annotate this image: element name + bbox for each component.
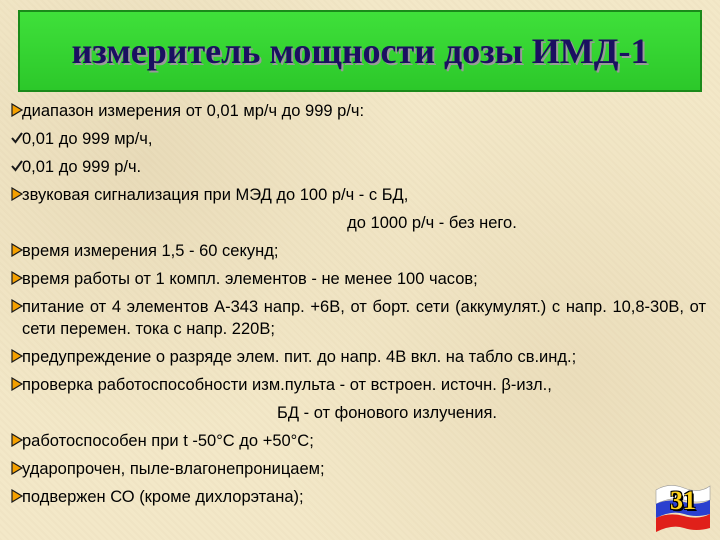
arrow-bullet-icon xyxy=(11,299,23,313)
page-title: измеритель мощности дозы ИМД-1 xyxy=(71,31,649,71)
list-item xyxy=(8,100,706,122)
title-banner xyxy=(18,10,702,92)
arrow-bullet-icon xyxy=(11,349,23,363)
list-item xyxy=(8,374,706,396)
list-item xyxy=(8,128,706,150)
list-item-text: диапазон измерения от 0,01 мр/ч до 999 р/ч: xyxy=(22,102,365,120)
page-number-badge xyxy=(654,480,712,532)
arrow-bullet-icon xyxy=(11,461,23,475)
arrow-bullet-icon xyxy=(11,271,23,285)
list-item xyxy=(8,346,706,368)
arrow-bullet-icon xyxy=(11,377,23,391)
arrow-bullet-icon xyxy=(11,103,23,117)
list-item-text: работоспособен при t -50°С до +50°С; xyxy=(22,432,314,450)
check-bullet-icon xyxy=(11,131,23,145)
arrow-bullet-icon xyxy=(11,243,23,257)
list-item xyxy=(8,486,706,508)
list-item-text: предупреждение о разряде элем. пит. до напр. 4В вкл. на табло св.инд.; xyxy=(22,348,577,366)
list-item-text: 0,01 до 999 р/ч. xyxy=(22,158,142,176)
list-item-text: 0,01 до 999 мр/ч, xyxy=(22,130,153,148)
list-item-text: ударопрочен, пыле-влагонепроницаем; xyxy=(22,460,325,478)
list-item-text: подвержен СО (кроме дихлорэтана); xyxy=(22,488,304,506)
list-item-text: время работы от 1 компл. элементов - не менее 100 часов; xyxy=(22,270,478,288)
list-item xyxy=(8,296,706,340)
list-item-text: звуковая сигнализация при МЭД до 100 р/ч - с БД, xyxy=(22,186,409,204)
arrow-bullet-icon xyxy=(11,187,23,201)
list-item xyxy=(8,240,706,262)
list-item-continuation: до 1000 р/ч - без него. xyxy=(347,214,517,232)
list-item-text: питание от 4 элементов А-343 напр. +6В, от борт. сети (аккумулят.) с напр. 10,8-30В, от сети перемен. тока с напр. 220В; xyxy=(22,298,706,338)
arrow-bullet-icon xyxy=(11,433,23,447)
spec-list xyxy=(8,100,706,514)
page-number: 31 xyxy=(670,486,696,515)
arrow-bullet-icon xyxy=(11,489,23,503)
list-item xyxy=(8,458,706,480)
list-item-text: проверка работоспособности изм.пульта - от встроен. источн. β-изл., xyxy=(22,376,552,394)
list-item xyxy=(8,156,706,178)
list-item xyxy=(8,184,706,206)
check-bullet-icon xyxy=(11,159,23,173)
list-item xyxy=(8,430,706,452)
list-item-continuation: БД - от фонового излучения. xyxy=(277,404,497,422)
list-item-text: время измерения 1,5 - 60 секунд; xyxy=(22,242,279,260)
list-item xyxy=(8,268,706,290)
